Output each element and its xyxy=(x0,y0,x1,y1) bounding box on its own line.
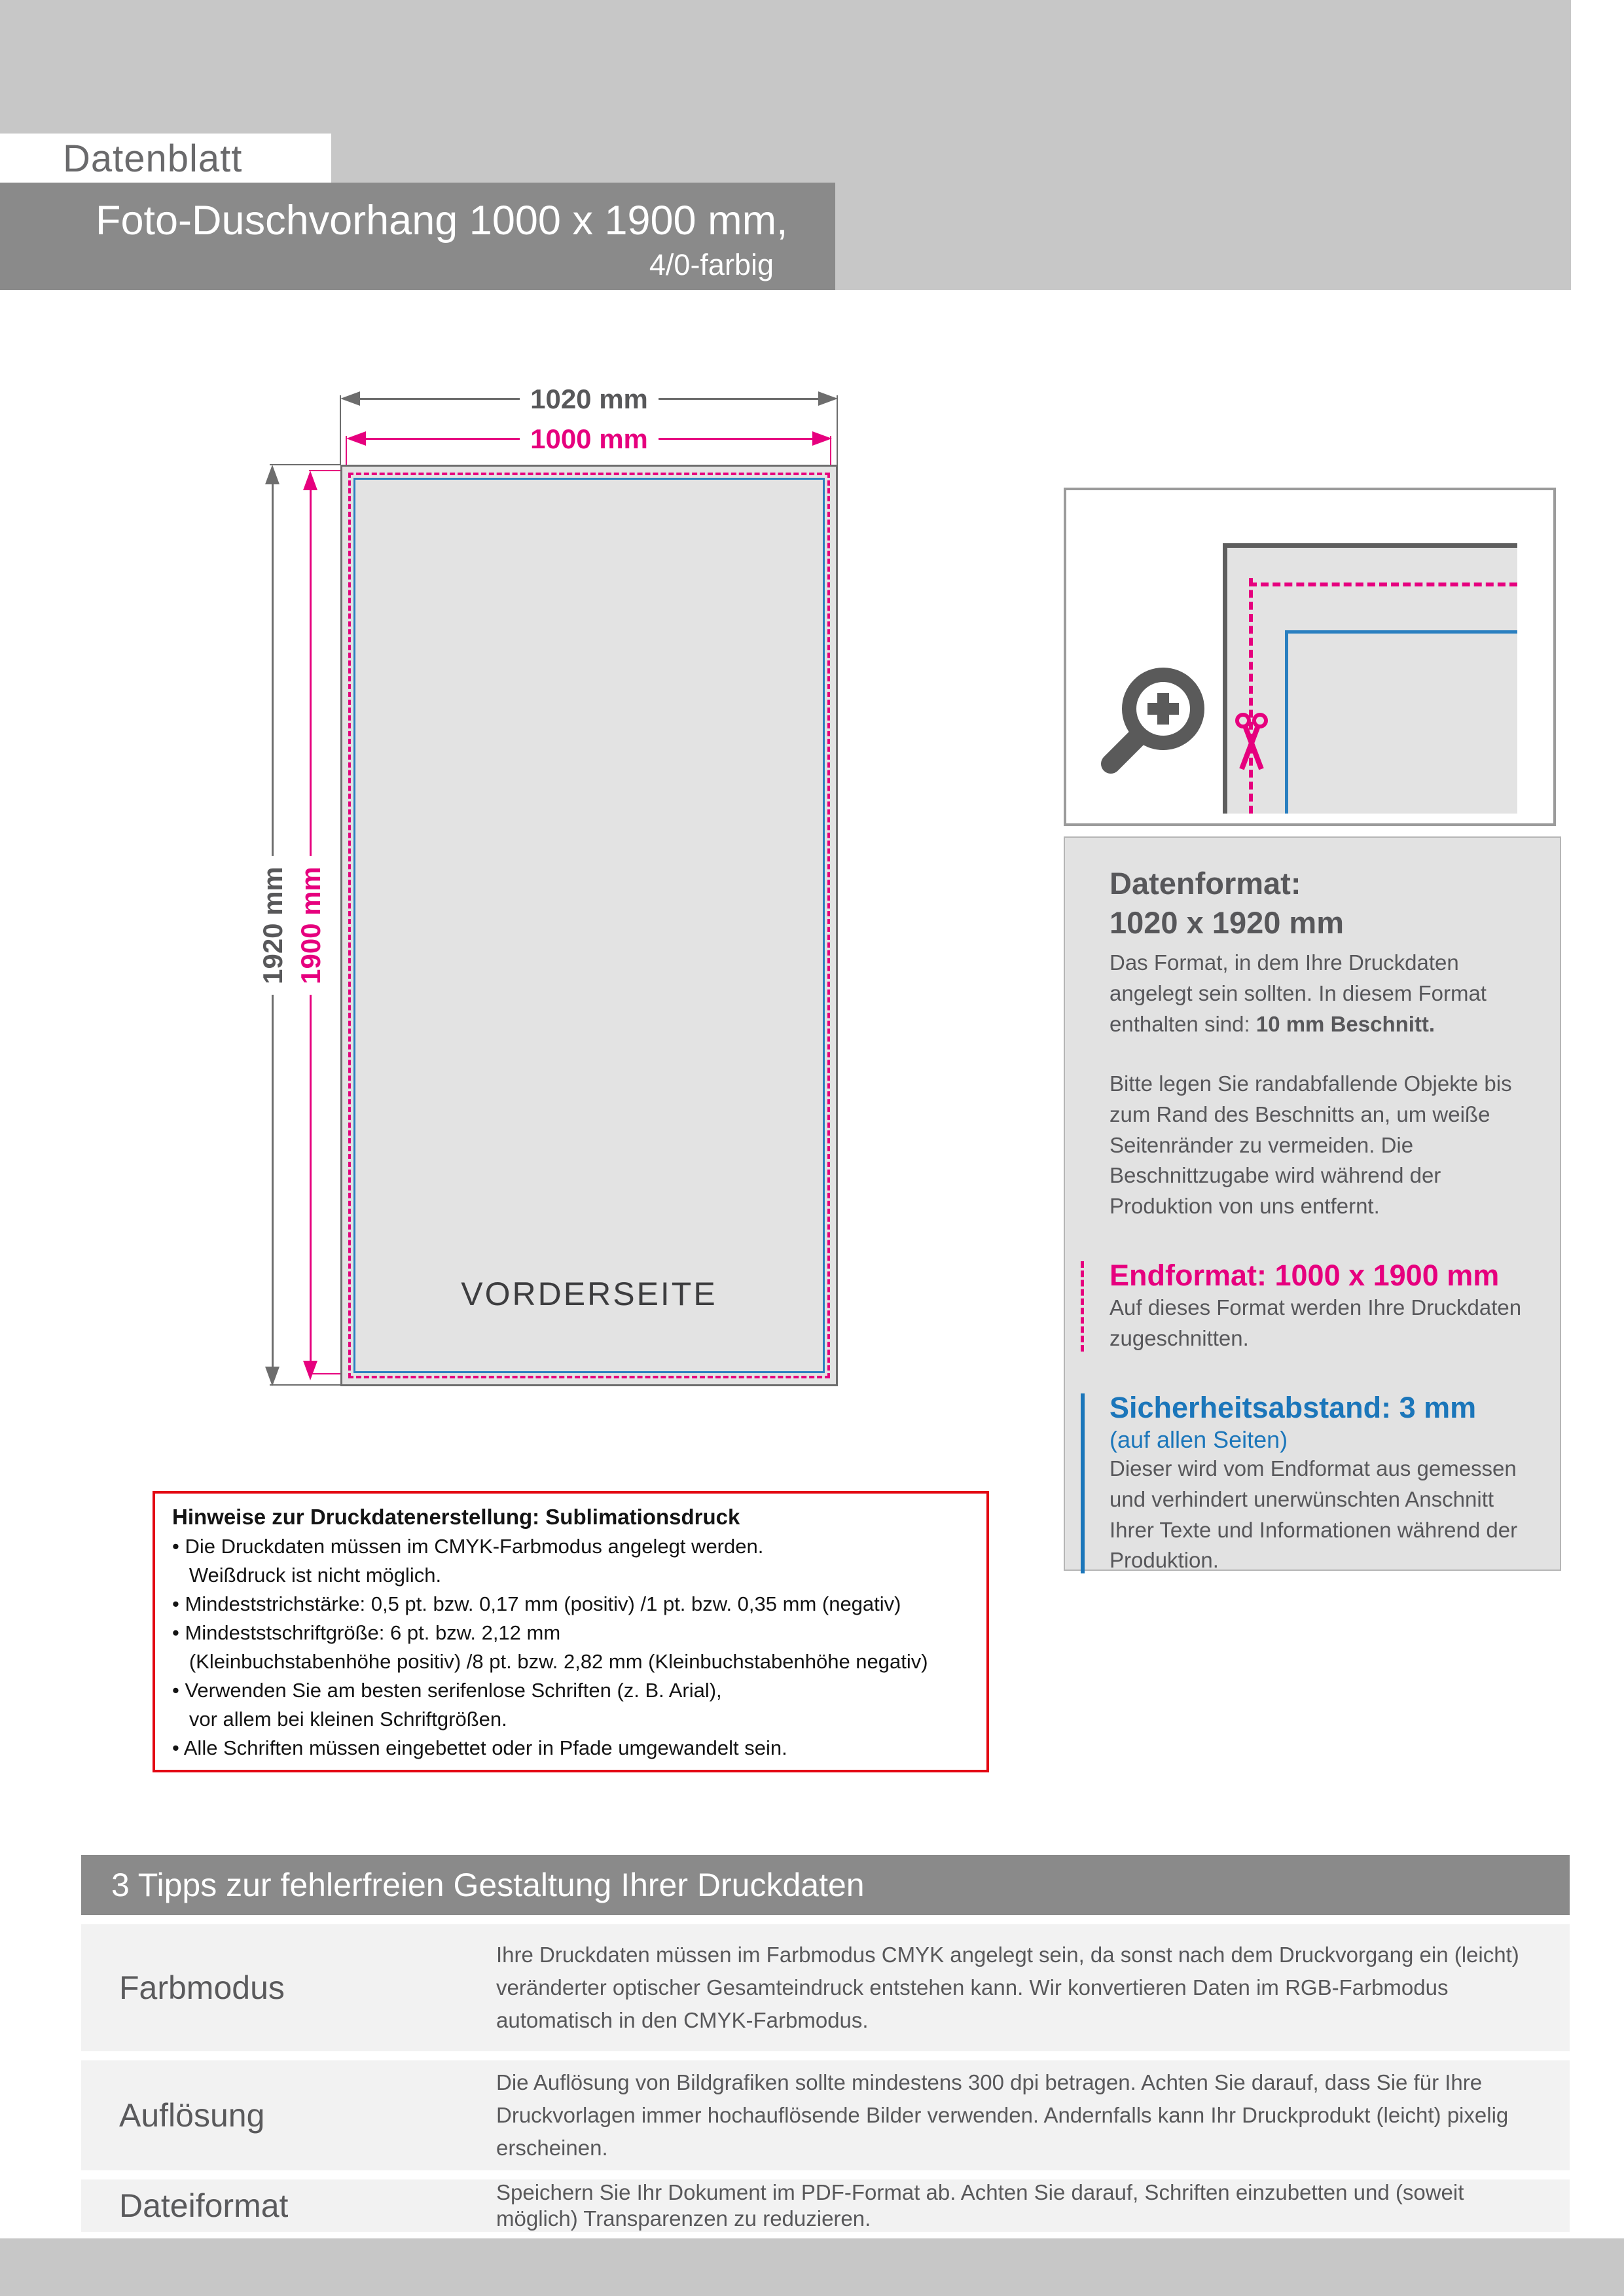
corner-detail-drawing xyxy=(1223,543,1517,814)
print-data-notes-box xyxy=(153,1491,989,1772)
inner-height-label: 1900 mm xyxy=(295,856,327,995)
outer-height-label: 1920 mm xyxy=(257,856,289,995)
corner-detail-box xyxy=(1064,488,1556,826)
tip-row-aufloesung xyxy=(81,2060,1570,2170)
format-info-panel xyxy=(1064,836,1561,1571)
arrow-up-icon xyxy=(303,471,317,490)
dimension-outer-height xyxy=(257,465,288,1386)
datenformat-size: 1020 x 1920 mm xyxy=(1110,905,1344,941)
dimension-inner-width xyxy=(346,423,832,454)
note-line: vor allem bei kleinen Schriftgrößen. xyxy=(172,1707,507,1731)
arrow-down-icon xyxy=(265,1367,280,1386)
extension-line xyxy=(340,395,341,465)
outer-width-label: 1020 mm xyxy=(520,384,659,415)
bleed-format-rectangle xyxy=(340,465,838,1386)
note-line: • Mindeststrichstärke: 0,5 pt. bzw. 0,17 mm (positiv) /1 pt. bzw. 0,35 mm (negativ) xyxy=(172,1592,901,1615)
note-line: (Kleinbuchstabenhöhe positiv) /8 pt. bzw. 2,82 mm (Kleinbuchstabenhöhe negativ) xyxy=(172,1649,928,1673)
product-title: Foto-Duschvorhang 1000 x 1900 mm, xyxy=(96,198,788,243)
dimension-inner-height xyxy=(295,471,326,1380)
endformat-heading: Endformat: 1000 x 1900 mm xyxy=(1110,1259,1500,1293)
arrow-right-icon xyxy=(818,391,838,406)
tip-text: Speichern Sie Ihr Dokument im PDF-Format ab. Achten Sie darauf, Schriften einzubetten und (soweit möglich) Transparenzen zu reduzieren. xyxy=(496,2180,1464,2231)
extension-line xyxy=(837,395,838,465)
tip-row-farbmodus xyxy=(81,1924,1570,2051)
tip-row-dateiformat xyxy=(81,2179,1570,2232)
arrow-left-icon xyxy=(340,391,360,406)
endformat-dashed-line xyxy=(1081,1261,1084,1352)
dimension-outer-width xyxy=(340,384,838,414)
bleed-bold-text: 10 mm Beschnitt. xyxy=(1255,1012,1435,1037)
tips-header-bar xyxy=(81,1855,1570,1915)
product-title-bar xyxy=(0,183,835,290)
datenformat-body xyxy=(1110,948,1543,1040)
note-line: • Verwenden Sie am besten serifenlose Schriften (z. B. Arial), xyxy=(172,1678,722,1702)
scissors-icon xyxy=(1231,711,1272,774)
tip-text: Ihre Druckdaten müssen im Farbmodus CMYK angelegt sein, da sonst nach dem Druckvorgang ein (leicht) veränderter optischer Gesamteindruck entstehen kann. Wir konvertieren Daten im RGB-Farbmodus automatisch in den CMYK-Farbmodus. xyxy=(496,1943,1519,2032)
tip-label: Farbmodus xyxy=(119,1969,285,2006)
front-side-label: VORDERSEITE xyxy=(461,1276,717,1312)
notes-title: Hinweise zur Druckdatenerstellung: Sublimationsdruck xyxy=(172,1505,740,1529)
safety-body: Dieser wird vom Endformat aus gemessen und verhindert unerwünschten Anschnitt Ihrer Texte und Informationen während der Produktion. xyxy=(1110,1456,1518,1573)
safety-subheading: (auf allen Seiten) xyxy=(1110,1426,1288,1453)
arrow-down-icon xyxy=(303,1361,317,1380)
product-color-spec: 4/0-farbig xyxy=(649,248,774,281)
tips-heading: 3 Tipps zur fehlerfreien Gestaltung Ihrer Druckdaten xyxy=(111,1867,865,1903)
arrow-left-icon xyxy=(346,431,366,446)
bleed-note-body: Bitte legen Sie randabfallende Objekte bis zum Rand des Beschnitts an, um weiße Seitenränder zu vermeiden. Die Beschnittzugabe wird während der Produktion von uns entfernt. xyxy=(1110,1071,1512,1219)
safety-solid-line xyxy=(1081,1393,1085,1573)
zoom-plus-icon xyxy=(1090,654,1221,785)
cut-line-vertical xyxy=(1249,578,1253,814)
arrow-up-icon xyxy=(265,465,280,484)
note-line: • Mindeststschriftgröße: 6 pt. bzw. 2,12 mm xyxy=(172,1621,561,1644)
extension-line xyxy=(270,464,340,465)
cut-line-horizontal xyxy=(1249,583,1517,586)
safety-heading: Sicherheitsabstand: 3 mm xyxy=(1110,1390,1477,1424)
safety-line-horizontal xyxy=(1285,630,1517,634)
tip-label: Dateiformat xyxy=(119,2187,289,2224)
footer-bar xyxy=(0,2238,1624,2296)
datenformat-body-text: Das Format, in dem Ihre Druckdaten angelegt sein sollten. In diesem Format enthalten sind: xyxy=(1110,950,1487,1037)
note-line: • Die Druckdaten müssen im CMYK-Farbmodus angelegt werden. xyxy=(172,1534,764,1558)
safety-margin-border xyxy=(353,478,825,1373)
note-line: • Alle Schriften müssen eingebettet oder in Pfade umgewandelt sein. xyxy=(172,1736,787,1759)
sheet-title: Datenblatt xyxy=(63,137,243,180)
inner-width-label: 1000 mm xyxy=(520,423,659,455)
arrow-right-icon xyxy=(812,431,832,446)
safety-block xyxy=(1110,1391,1543,1576)
tip-text: Die Auflösung von Bildgrafiken sollte mindestens 300 dpi betragen. Achten Sie darauf, dass Sie für Ihre Druckvorlagen immer hochauflösende Bilder verwenden. Andernfalls kann Ihr Druckprodukt (leicht) pixelig erscheinen. xyxy=(496,2070,1509,2160)
extension-line xyxy=(270,1384,340,1386)
tip-label: Auflösung xyxy=(119,2097,265,2134)
sheet-title-box xyxy=(0,134,331,183)
endformat-block xyxy=(1110,1259,1543,1354)
endformat-body: Auf dieses Format werden Ihre Druckdaten zugeschnitten. xyxy=(1110,1295,1522,1351)
datenformat-heading: Datenformat: xyxy=(1110,866,1301,901)
note-line: Weißdruck ist nicht möglich. xyxy=(172,1563,442,1587)
safety-line-vertical xyxy=(1285,630,1288,814)
